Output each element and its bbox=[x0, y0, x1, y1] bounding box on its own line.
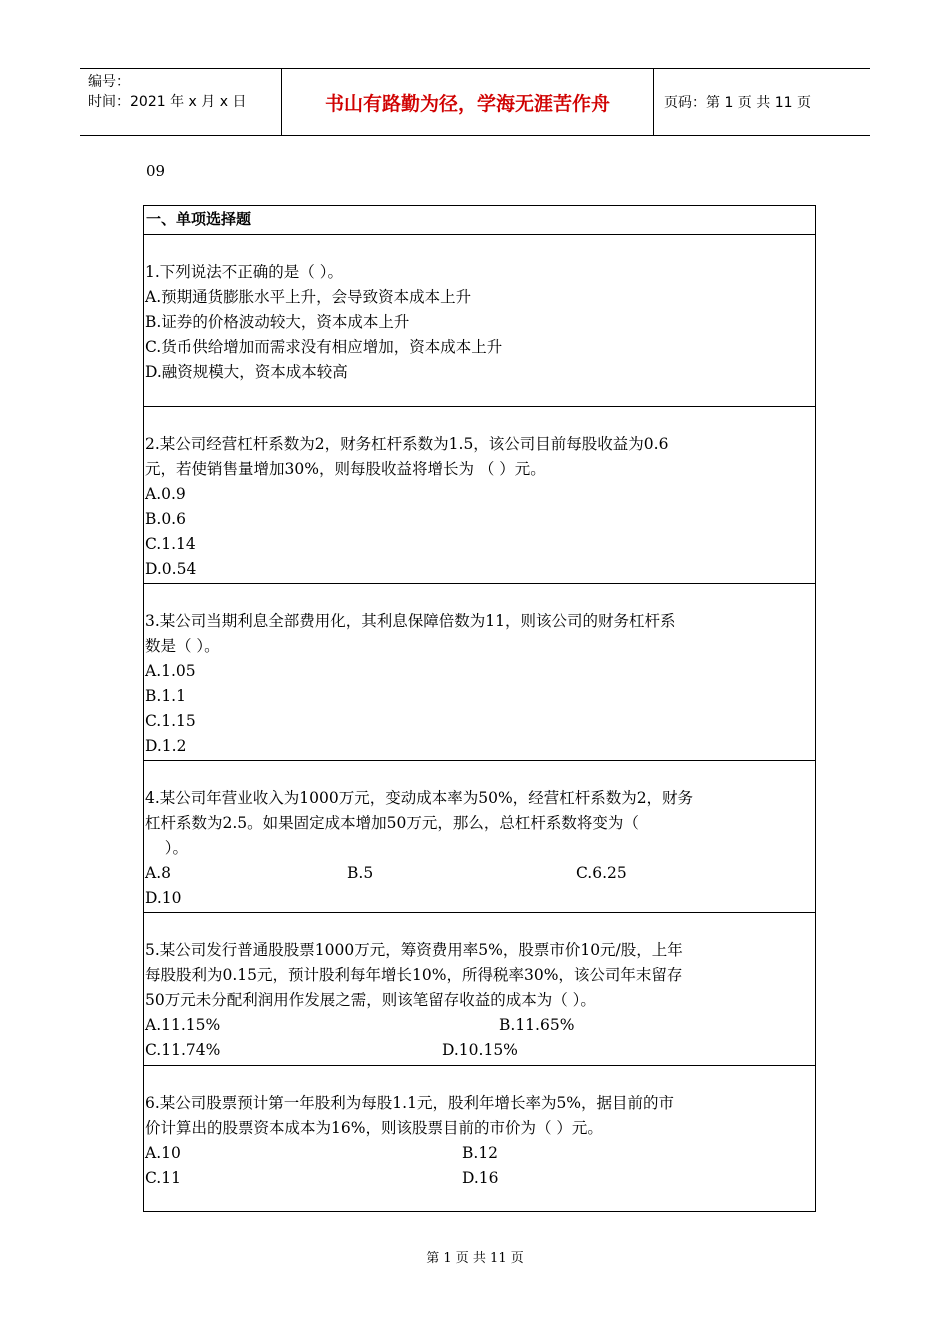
option-d: D.16 bbox=[462, 1169, 499, 1187]
doc-id: 09 bbox=[146, 162, 166, 180]
page-header bbox=[80, 68, 870, 136]
option-b: B.5 bbox=[347, 864, 374, 882]
question-stem-line-2: 元，若使销售量增加30%，则每股收益将增长为 （ ）元。 bbox=[145, 460, 546, 478]
question-6 bbox=[144, 1065, 815, 1211]
question-stem-line-1: 6.某公司股票预计第一年股利为每股1.1元，股利年增长率为5%，据目前的市 bbox=[145, 1094, 675, 1112]
question-stem-line-1: 5.某公司发行普通股股票1000万元，筹资费用率5%，股票市价10元/股，上年 bbox=[145, 941, 683, 959]
question-4 bbox=[144, 760, 815, 912]
option-a: A.8 bbox=[145, 864, 171, 882]
option-a: A.1.05 bbox=[145, 662, 196, 680]
option-b: B.1.1 bbox=[145, 687, 186, 705]
option-c: C.货币供给增加而需求没有相应增加，资本成本上升 bbox=[145, 338, 503, 356]
time-label: 时间：2021 年 x 月 x 日 bbox=[88, 94, 247, 110]
question-stem: 1.下列说法不正确的是（ ）。 bbox=[145, 263, 343, 281]
option-b: B.12 bbox=[462, 1144, 499, 1162]
option-a: A.0.9 bbox=[145, 485, 186, 503]
number-label: 编号： bbox=[88, 74, 130, 90]
option-a: A.11.15% bbox=[145, 1016, 221, 1034]
question-3 bbox=[144, 583, 815, 760]
question-stem-line-2: 价计算出的股票资本成本为16%，则该股票目前的市价为（ ）元。 bbox=[145, 1119, 603, 1137]
option-d: D.10.15% bbox=[442, 1041, 518, 1059]
question-2 bbox=[144, 406, 815, 583]
options-row-2 bbox=[145, 1038, 814, 1063]
options-row-1 bbox=[145, 1141, 814, 1166]
options-row-1 bbox=[145, 1013, 814, 1038]
option-c: C.11.74% bbox=[145, 1041, 221, 1059]
question-stem-line-2: 每股股利为0.15元，预计股利每年增长10%，所得税率30%，该公司年末留存 bbox=[145, 966, 683, 984]
options-row bbox=[145, 861, 814, 886]
option-d: D.0.54 bbox=[145, 560, 197, 578]
question-stem-line-1: 4.某公司年营业收入为1000万元，变动成本率为50%，经营杠杆系数为2，财务 bbox=[145, 789, 694, 807]
question-stem-line-2: 杠杆系数为2.5。如果固定成本增加50万元，那么，总杠杆系数将变为（ bbox=[145, 814, 639, 832]
question-stem-line-3: ）。 bbox=[145, 839, 188, 857]
option-c: C.1.14 bbox=[145, 535, 196, 553]
option-d: D.融资规模大，资本成本较高 bbox=[145, 363, 348, 381]
options-row-2 bbox=[145, 1166, 814, 1191]
header-motto: 书山有路勤为径，学海无涯苦作舟 bbox=[282, 69, 654, 135]
option-b: B.证券的价格波动较大，资本成本上升 bbox=[145, 313, 410, 331]
header-page-info: 页码：第 1 页 共 11 页 bbox=[664, 95, 811, 111]
option-a: A.预期通货膨胀水平上升，会导致资本成本上升 bbox=[145, 288, 472, 306]
option-b: B.11.65% bbox=[499, 1016, 575, 1034]
option-c: C.11 bbox=[145, 1169, 181, 1187]
question-stem-line-1: 2.某公司经营杠杆系数为2，财务杠杆系数为1.5，该公司目前每股收益为0.6 bbox=[145, 435, 669, 453]
header-meta bbox=[80, 69, 282, 135]
option-c: C.1.15 bbox=[145, 712, 196, 730]
question-table bbox=[143, 205, 816, 1212]
question-stem-line-2: 数是（ ）。 bbox=[145, 637, 220, 655]
option-a: A.10 bbox=[145, 1144, 181, 1162]
option-d: D.1.2 bbox=[145, 737, 187, 755]
question-1 bbox=[144, 234, 815, 406]
option-c: C.6.25 bbox=[576, 864, 627, 882]
question-5 bbox=[144, 912, 815, 1065]
option-d: D.10 bbox=[145, 889, 182, 907]
section-title: 一、单项选择题 bbox=[146, 210, 252, 228]
page-footer: 第 1 页 共 11 页 bbox=[426, 1251, 524, 1266]
question-stem-line-3: 50万元未分配利润用作发展之需，则该笔留存收益的成本为（ ）。 bbox=[145, 991, 596, 1009]
question-stem-line-1: 3.某公司当期利息全部费用化，其利息保障倍数为11，则该公司的财务杠杆系 bbox=[145, 612, 676, 630]
option-b: B.0.6 bbox=[145, 510, 186, 528]
